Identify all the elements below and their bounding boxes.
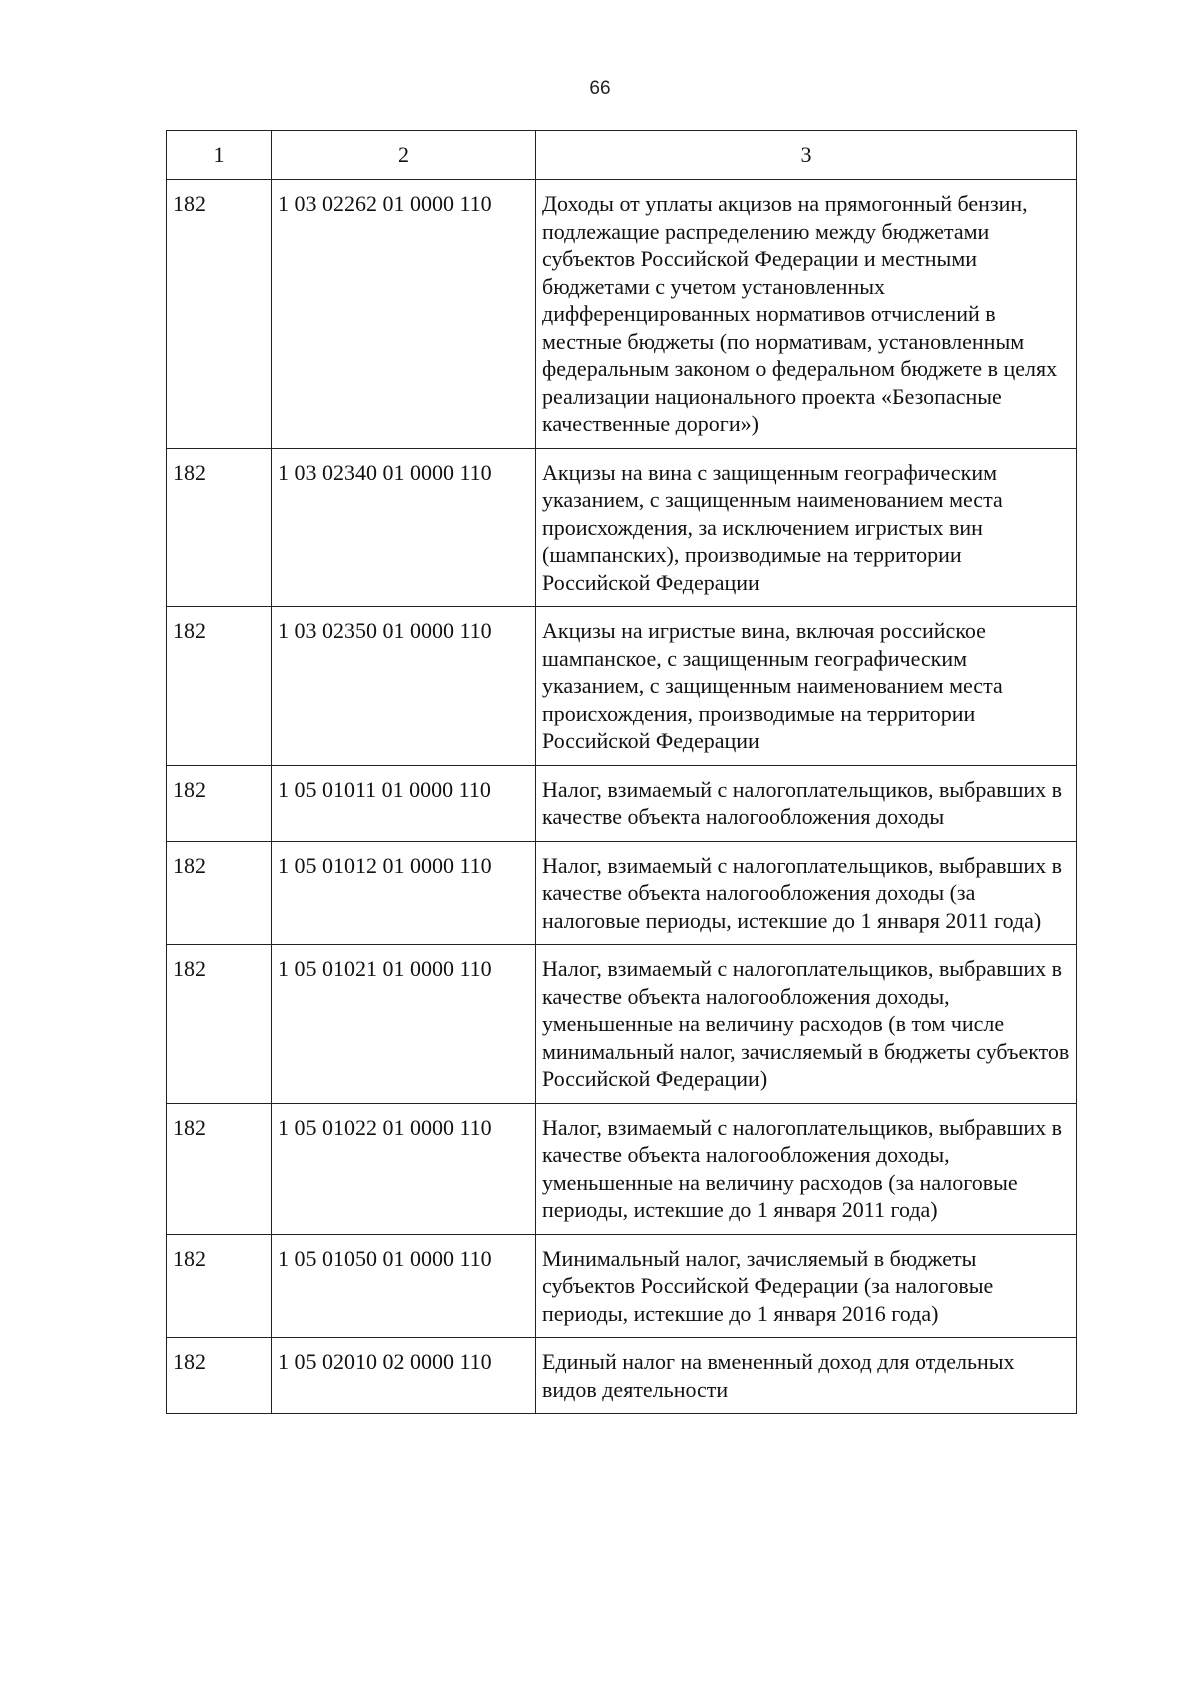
budget-code-cell: 1 03 02340 01 0000 110 [272,448,536,607]
revenue-name-cell: Минимальный налог, зачисляемый в бюджеты субъектов Российской Федерации (за налоговые периоды, истекшие до 1 января 2016 года) [536,1234,1077,1338]
budget-code-cell: 1 05 01022 01 0000 110 [272,1103,536,1234]
admin-code-cell: 182 [167,1103,272,1234]
budget-code-cell: 1 05 01011 01 0000 110 [272,765,536,841]
table-row [167,945,1077,1104]
admin-code-cell: 182 [167,765,272,841]
table-row [167,448,1077,607]
admin-code-cell: 182 [167,607,272,766]
admin-code-cell: 182 [167,1338,272,1414]
budget-code-cell: 1 03 02350 01 0000 110 [272,607,536,766]
table-row [167,180,1077,449]
admin-code-cell: 182 [167,448,272,607]
revenue-name-cell: Единый налог на вмененный доход для отдельных видов деятельности [536,1338,1077,1414]
revenue-name-cell: Налог, взимаемый с налогоплательщиков, выбравших в качестве объекта налогообложения доходы (за налоговые периоды, истекшие до 1 января 2011 года) [536,841,1077,945]
budget-code-cell: 1 03 02262 01 0000 110 [272,180,536,449]
admin-code-cell: 182 [167,841,272,945]
admin-code-cell: 182 [167,1234,272,1338]
revenue-name-cell: Налог, взимаемый с налогоплательщиков, выбравших в качестве объекта налогообложения доходы [536,765,1077,841]
revenue-name-cell: Налог, взимаемый с налогоплательщиков, выбравших в качестве объекта налогообложения доходы, уменьшенные на величину расходов (за налоговые периоды, истекшие до 1 января 2011 года) [536,1103,1077,1234]
column-header-1: 1 [167,131,272,180]
table-row [167,1338,1077,1414]
column-header-3: 3 [536,131,1077,180]
table-row [167,1234,1077,1338]
budget-code-cell: 1 05 02010 02 0000 110 [272,1338,536,1414]
page-number: 66 [589,78,611,99]
admin-code-cell: 182 [167,180,272,449]
budget-classification-table [166,130,1077,1414]
budget-code-cell: 1 05 01050 01 0000 110 [272,1234,536,1338]
table-row [167,1103,1077,1234]
table-row [167,841,1077,945]
revenue-name-cell: Налог, взимаемый с налогоплательщиков, выбравших в качестве объекта налогообложения доходы, уменьшенные на величину расходов (в том числе минимальный налог, зачисляемый в бюджеты субъектов Российской Федерации) [536,945,1077,1104]
budget-code-cell: 1 05 01021 01 0000 110 [272,945,536,1104]
table-row [167,765,1077,841]
table-header-row [167,131,1077,180]
revenue-name-cell: Доходы от уплаты акцизов на прямогонный бензин, подлежащие распределению между бюджетами субъектов Российской Федерации и местными бюджетами с учетом установленных дифференцированных нормативов отчислений в местные бюджеты (по нормативам, установленным федеральным законом о федеральном бюджете в целях реализации национального проекта «Безопасные качественные дороги») [536,180,1077,449]
revenue-name-cell: Акцизы на игристые вина, включая российское шампанское, с защищенным географическим указанием, с защищенным наименованием места происхождения, производимые на территории Российской Федерации [536,607,1077,766]
admin-code-cell: 182 [167,945,272,1104]
table-row [167,607,1077,766]
budget-code-cell: 1 05 01012 01 0000 110 [272,841,536,945]
column-header-2: 2 [272,131,536,180]
revenue-name-cell: Акцизы на вина с защищенным географическим указанием, с защищенным наименованием места происхождения, за исключением игристых вин (шампанских), производимые на территории Российской Федерации [536,448,1077,607]
